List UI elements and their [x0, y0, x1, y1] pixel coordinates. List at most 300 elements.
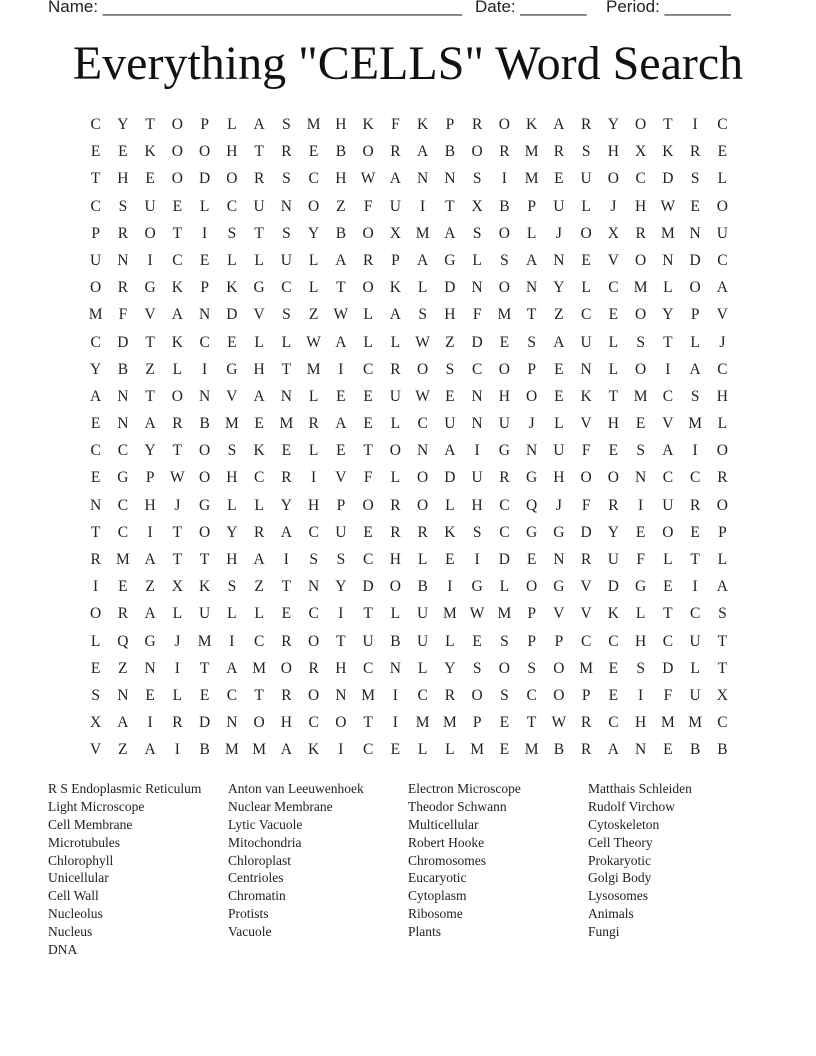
- grid-letter[interactable]: R: [253, 170, 265, 188]
- grid-letter[interactable]: N: [280, 387, 292, 405]
- grid-letter[interactable]: C: [117, 496, 129, 514]
- grid-letter[interactable]: J: [174, 632, 181, 650]
- grid-letter[interactable]: R: [253, 523, 265, 541]
- grid-letter[interactable]: L: [717, 415, 728, 433]
- grid-letter[interactable]: R: [172, 415, 183, 433]
- grid-letter[interactable]: R: [580, 116, 592, 133]
- grid-letter[interactable]: H: [226, 551, 238, 568]
- grid-letter[interactable]: E: [608, 442, 619, 460]
- grid-letter[interactable]: T: [363, 605, 373, 623]
- grid-letter[interactable]: N: [471, 387, 483, 405]
- grid-letter[interactable]: A: [607, 741, 619, 759]
- grid-letter[interactable]: M: [442, 714, 457, 732]
- grid-letter[interactable]: R: [172, 714, 183, 732]
- grid-letter[interactable]: A: [689, 360, 701, 378]
- grid-letter[interactable]: L: [390, 605, 401, 623]
- grid-letter[interactable]: R: [308, 415, 319, 433]
- grid-letter[interactable]: T: [172, 523, 183, 541]
- grid-letter[interactable]: T: [90, 523, 101, 541]
- grid-letter[interactable]: C: [417, 415, 428, 433]
- grid-letter[interactable]: E: [554, 360, 564, 378]
- grid-letter[interactable]: R: [117, 605, 129, 623]
- grid-letter[interactable]: G: [526, 523, 538, 541]
- grid-letter[interactable]: E: [172, 197, 183, 215]
- grid-letter[interactable]: I: [202, 360, 208, 378]
- grid-letter[interactable]: T: [363, 714, 373, 732]
- grid-letter[interactable]: L: [417, 551, 428, 568]
- grid-letter[interactable]: R: [444, 686, 456, 704]
- grid-letter[interactable]: F: [636, 551, 645, 568]
- grid-letter[interactable]: M: [470, 741, 485, 759]
- grid-letter[interactable]: J: [719, 333, 726, 351]
- grid-letter[interactable]: A: [144, 551, 156, 568]
- grid-letter[interactable]: Z: [145, 578, 155, 596]
- grid-letter[interactable]: U: [362, 632, 374, 650]
- grid-letter[interactable]: L: [526, 224, 537, 242]
- grid-letter[interactable]: T: [254, 224, 264, 242]
- grid-letter[interactable]: O: [171, 387, 183, 405]
- grid-letter[interactable]: E: [254, 415, 264, 433]
- grid-letter[interactable]: O: [171, 170, 183, 188]
- grid-letter[interactable]: J: [555, 224, 562, 242]
- grid-letter[interactable]: D: [226, 306, 238, 324]
- grid-letter[interactable]: B: [335, 143, 347, 161]
- grid-letter[interactable]: T: [199, 551, 210, 568]
- grid-letter[interactable]: U: [444, 415, 456, 433]
- grid-letter[interactable]: C: [226, 197, 238, 215]
- grid-letter[interactable]: O: [553, 659, 565, 677]
- grid-letter[interactable]: G: [526, 469, 538, 487]
- grid-letter[interactable]: O: [607, 170, 619, 188]
- grid-letter[interactable]: S: [527, 659, 536, 677]
- grid-letter[interactable]: S: [636, 659, 645, 677]
- grid-letter[interactable]: T: [145, 333, 155, 351]
- grid-letter[interactable]: O: [362, 224, 374, 242]
- grid-letter[interactable]: B: [390, 632, 401, 650]
- grid-letter[interactable]: I: [93, 578, 99, 596]
- grid-letter[interactable]: S: [282, 306, 291, 324]
- grid-letter[interactable]: M: [660, 714, 675, 732]
- grid-letter[interactable]: H: [444, 306, 456, 324]
- grid-letter[interactable]: I: [501, 170, 507, 188]
- grid-letter[interactable]: T: [336, 632, 346, 650]
- grid-letter[interactable]: R: [580, 714, 592, 732]
- grid-letter[interactable]: C: [90, 116, 101, 133]
- grid-letter[interactable]: I: [147, 251, 153, 269]
- grid-letter[interactable]: O: [144, 224, 156, 242]
- grid-letter[interactable]: L: [363, 306, 373, 324]
- grid-letter[interactable]: P: [718, 523, 727, 541]
- grid-letter[interactable]: L: [254, 333, 264, 351]
- grid-letter[interactable]: M: [88, 306, 103, 324]
- grid-letter[interactable]: U: [662, 496, 674, 514]
- grid-letter[interactable]: O: [635, 360, 647, 378]
- grid-letter[interactable]: M: [252, 741, 267, 759]
- grid-letter[interactable]: L: [690, 659, 700, 677]
- grid-letter[interactable]: M: [361, 686, 376, 704]
- grid-letter[interactable]: G: [498, 442, 510, 460]
- grid-letter[interactable]: O: [580, 224, 592, 242]
- grid-letter[interactable]: Y: [662, 306, 674, 324]
- grid-letter[interactable]: E: [363, 415, 373, 433]
- grid-letter[interactable]: T: [172, 551, 183, 568]
- grid-letter[interactable]: T: [199, 659, 210, 677]
- grid-letter[interactable]: A: [117, 714, 129, 732]
- grid-letter[interactable]: U: [144, 197, 156, 215]
- grid-letter[interactable]: D: [580, 523, 592, 541]
- grid-letter[interactable]: N: [199, 306, 211, 324]
- grid-letter[interactable]: C: [117, 442, 129, 460]
- grid-letter[interactable]: Y: [280, 496, 292, 514]
- grid-letter[interactable]: I: [692, 578, 698, 596]
- grid-letter[interactable]: N: [526, 442, 538, 460]
- grid-letter[interactable]: E: [608, 686, 619, 704]
- grid-letter[interactable]: A: [553, 116, 565, 133]
- grid-letter[interactable]: F: [472, 306, 482, 324]
- grid-letter[interactable]: J: [528, 415, 535, 433]
- grid-letter[interactable]: E: [690, 197, 700, 215]
- grid-letter[interactable]: H: [389, 551, 401, 568]
- grid-letter[interactable]: T: [172, 442, 183, 460]
- grid-letter[interactable]: C: [362, 659, 374, 677]
- grid-letter[interactable]: I: [338, 360, 344, 378]
- grid-letter[interactable]: H: [553, 469, 565, 487]
- grid-letter[interactable]: U: [607, 551, 619, 568]
- grid-letter[interactable]: L: [308, 387, 319, 405]
- grid-letter[interactable]: C: [608, 632, 619, 650]
- grid-letter[interactable]: Z: [118, 659, 128, 677]
- grid-letter[interactable]: L: [417, 279, 428, 297]
- grid-letter[interactable]: Y: [226, 523, 238, 541]
- grid-letter[interactable]: E: [145, 170, 155, 188]
- grid-letter[interactable]: P: [527, 605, 536, 623]
- grid-letter[interactable]: X: [389, 224, 401, 242]
- grid-letter[interactable]: L: [281, 333, 292, 351]
- grid-letter[interactable]: L: [417, 659, 428, 677]
- grid-letter[interactable]: C: [689, 469, 701, 487]
- grid-letter[interactable]: H: [635, 714, 647, 732]
- grid-letter[interactable]: B: [117, 360, 129, 378]
- grid-letter[interactable]: U: [553, 442, 565, 460]
- grid-letter[interactable]: D: [444, 469, 456, 487]
- grid-letter[interactable]: N: [335, 686, 347, 704]
- grid-letter[interactable]: O: [498, 360, 510, 378]
- grid-letter[interactable]: X: [171, 578, 183, 596]
- grid-letter[interactable]: I: [638, 496, 644, 514]
- grid-letter[interactable]: T: [90, 170, 101, 188]
- grid-letter[interactable]: S: [718, 605, 727, 623]
- grid-letter[interactable]: C: [608, 714, 619, 732]
- grid-letter[interactable]: C: [281, 279, 292, 297]
- grid-letter[interactable]: I: [392, 686, 398, 704]
- grid-letter[interactable]: P: [200, 116, 209, 133]
- grid-letter[interactable]: S: [581, 143, 591, 161]
- grid-letter[interactable]: A: [226, 659, 238, 677]
- grid-letter[interactable]: T: [717, 632, 728, 650]
- grid-letter[interactable]: W: [306, 333, 321, 351]
- grid-letter[interactable]: I: [311, 469, 317, 487]
- grid-letter[interactable]: L: [254, 605, 264, 623]
- grid-letter[interactable]: I: [665, 360, 671, 378]
- grid-letter[interactable]: Y: [90, 360, 102, 378]
- grid-letter[interactable]: U: [689, 686, 701, 704]
- grid-letter[interactable]: O: [498, 659, 510, 677]
- grid-letter[interactable]: N: [90, 496, 102, 514]
- grid-letter[interactable]: I: [447, 578, 453, 596]
- grid-letter[interactable]: P: [554, 632, 564, 650]
- grid-letter[interactable]: L: [608, 360, 619, 378]
- grid-letter[interactable]: S: [636, 442, 645, 460]
- grid-letter[interactable]: N: [280, 197, 292, 215]
- grid-letter[interactable]: T: [717, 659, 728, 677]
- grid-letter[interactable]: O: [662, 523, 674, 541]
- grid-letter[interactable]: C: [90, 197, 101, 215]
- grid-letter[interactable]: I: [420, 197, 426, 215]
- grid-letter[interactable]: A: [253, 387, 265, 405]
- grid-letter[interactable]: R: [471, 116, 483, 133]
- grid-letter[interactable]: A: [144, 605, 156, 623]
- grid-letter[interactable]: C: [226, 686, 238, 704]
- grid-letter[interactable]: F: [363, 197, 373, 215]
- grid-letter[interactable]: N: [471, 415, 483, 433]
- grid-letter[interactable]: R: [281, 143, 292, 161]
- grid-letter[interactable]: I: [202, 224, 208, 242]
- grid-letter[interactable]: M: [524, 741, 539, 759]
- grid-letter[interactable]: L: [254, 496, 264, 514]
- grid-letter[interactable]: A: [144, 415, 156, 433]
- grid-letter[interactable]: P: [527, 197, 536, 215]
- grid-letter[interactable]: T: [172, 224, 183, 242]
- grid-letter[interactable]: H: [471, 496, 483, 514]
- grid-letter[interactable]: W: [170, 469, 185, 487]
- grid-letter[interactable]: M: [115, 551, 130, 568]
- grid-letter[interactable]: C: [499, 523, 510, 541]
- grid-letter[interactable]: A: [553, 333, 565, 351]
- grid-letter[interactable]: O: [389, 442, 401, 460]
- grid-letter[interactable]: Z: [254, 578, 264, 596]
- grid-letter[interactable]: U: [417, 632, 429, 650]
- grid-letter[interactable]: B: [444, 143, 456, 161]
- grid-letter[interactable]: R: [608, 496, 619, 514]
- grid-letter[interactable]: C: [362, 551, 374, 568]
- grid-letter[interactable]: I: [474, 551, 480, 568]
- grid-letter[interactable]: R: [717, 469, 728, 487]
- grid-letter[interactable]: A: [526, 251, 538, 269]
- grid-letter[interactable]: H: [280, 714, 292, 732]
- grid-letter[interactable]: D: [444, 279, 456, 297]
- grid-letter[interactable]: H: [635, 197, 647, 215]
- grid-letter[interactable]: C: [662, 469, 674, 487]
- grid-letter[interactable]: H: [335, 116, 347, 133]
- name-field-label[interactable]: Name: ______________________________________: [48, 0, 463, 16]
- grid-letter[interactable]: E: [554, 387, 564, 405]
- grid-letter[interactable]: E: [635, 523, 646, 541]
- grid-letter[interactable]: T: [281, 360, 292, 378]
- grid-letter[interactable]: C: [253, 469, 265, 487]
- grid-letter[interactable]: Z: [445, 333, 455, 351]
- grid-letter[interactable]: S: [527, 333, 536, 351]
- grid-letter[interactable]: R: [689, 496, 701, 514]
- grid-letter[interactable]: A: [444, 442, 456, 460]
- grid-letter[interactable]: V: [553, 605, 565, 623]
- grid-letter[interactable]: Z: [554, 306, 564, 324]
- grid-letter[interactable]: O: [716, 197, 728, 215]
- grid-letter[interactable]: E: [199, 686, 210, 704]
- grid-letter[interactable]: L: [308, 279, 319, 297]
- grid-letter[interactable]: S: [500, 632, 509, 650]
- grid-letter[interactable]: S: [227, 442, 237, 460]
- grid-letter[interactable]: O: [199, 442, 211, 460]
- grid-letter[interactable]: G: [144, 279, 156, 297]
- grid-letter[interactable]: L: [227, 605, 237, 623]
- grid-letter[interactable]: A: [171, 306, 183, 324]
- grid-letter[interactable]: A: [444, 224, 456, 242]
- grid-letter[interactable]: C: [499, 496, 510, 514]
- grid-letter[interactable]: C: [608, 279, 619, 297]
- grid-letter[interactable]: K: [171, 279, 183, 297]
- grid-letter[interactable]: C: [199, 333, 210, 351]
- grid-letter[interactable]: S: [636, 333, 645, 351]
- grid-letter[interactable]: F: [363, 469, 373, 487]
- grid-letter[interactable]: O: [199, 143, 211, 161]
- grid-letter[interactable]: O: [716, 496, 728, 514]
- grid-letter[interactable]: P: [527, 632, 536, 650]
- grid-letter[interactable]: L: [581, 279, 591, 297]
- grid-letter[interactable]: O: [689, 279, 701, 297]
- grid-letter[interactable]: C: [580, 306, 592, 324]
- grid-letter[interactable]: B: [553, 741, 565, 759]
- grid-letter[interactable]: T: [608, 387, 619, 405]
- grid-letter[interactable]: X: [635, 143, 647, 161]
- grid-letter[interactable]: M: [197, 632, 212, 650]
- grid-letter[interactable]: E: [281, 442, 292, 460]
- grid-letter[interactable]: L: [554, 415, 564, 433]
- grid-letter[interactable]: K: [389, 279, 401, 297]
- grid-letter[interactable]: E: [445, 387, 455, 405]
- grid-letter[interactable]: V: [144, 306, 156, 324]
- grid-letter[interactable]: M: [633, 387, 648, 405]
- grid-letter[interactable]: X: [716, 686, 728, 704]
- grid-letter[interactable]: N: [117, 686, 129, 704]
- grid-letter[interactable]: S: [227, 224, 237, 242]
- grid-letter[interactable]: E: [118, 143, 128, 161]
- date-field-label[interactable]: Date: _______: [475, 0, 587, 16]
- grid-letter[interactable]: E: [499, 741, 510, 759]
- grid-letter[interactable]: S: [418, 306, 427, 324]
- grid-letter[interactable]: H: [117, 170, 129, 188]
- grid-letter[interactable]: A: [253, 116, 265, 133]
- grid-letter[interactable]: L: [254, 251, 264, 269]
- grid-letter[interactable]: M: [224, 415, 239, 433]
- grid-letter[interactable]: T: [663, 605, 673, 623]
- grid-letter[interactable]: S: [690, 387, 700, 405]
- grid-letter[interactable]: I: [147, 523, 153, 541]
- grid-letter[interactable]: C: [662, 387, 674, 405]
- grid-letter[interactable]: C: [526, 686, 537, 704]
- grid-letter[interactable]: R: [117, 279, 129, 297]
- grid-letter[interactable]: R: [635, 224, 646, 242]
- grid-letter[interactable]: A: [716, 578, 728, 596]
- grid-letter[interactable]: Y: [444, 659, 456, 677]
- grid-letter[interactable]: M: [633, 279, 648, 297]
- grid-letter[interactable]: E: [581, 251, 591, 269]
- grid-letter[interactable]: D: [689, 251, 701, 269]
- grid-letter[interactable]: N: [580, 360, 592, 378]
- grid-letter[interactable]: L: [172, 686, 183, 704]
- grid-letter[interactable]: L: [635, 605, 646, 623]
- grid-letter[interactable]: C: [662, 632, 674, 650]
- grid-letter[interactable]: K: [580, 387, 592, 405]
- grid-letter[interactable]: E: [635, 415, 646, 433]
- grid-letter[interactable]: C: [635, 170, 646, 188]
- grid-letter[interactable]: H: [308, 496, 320, 514]
- grid-letter[interactable]: N: [308, 578, 320, 596]
- grid-letter[interactable]: E: [499, 714, 510, 732]
- grid-letter[interactable]: O: [471, 143, 483, 161]
- grid-letter[interactable]: C: [117, 523, 129, 541]
- grid-letter[interactable]: C: [362, 360, 374, 378]
- grid-letter[interactable]: D: [498, 551, 510, 568]
- grid-letter[interactable]: E: [499, 333, 510, 351]
- grid-letter[interactable]: S: [282, 224, 291, 242]
- grid-letter[interactable]: D: [471, 333, 483, 351]
- grid-letter[interactable]: A: [417, 143, 429, 161]
- grid-letter[interactable]: O: [90, 279, 102, 297]
- grid-letter[interactable]: A: [280, 741, 292, 759]
- grid-letter[interactable]: A: [716, 279, 728, 297]
- grid-letter[interactable]: N: [553, 551, 565, 568]
- grid-letter[interactable]: L: [445, 496, 455, 514]
- grid-letter[interactable]: N: [117, 251, 129, 269]
- grid-letter[interactable]: R: [553, 143, 565, 161]
- grid-letter[interactable]: H: [335, 170, 347, 188]
- grid-letter[interactable]: L: [227, 496, 237, 514]
- grid-letter[interactable]: E: [199, 251, 210, 269]
- grid-letter[interactable]: S: [227, 578, 237, 596]
- grid-letter[interactable]: S: [472, 224, 482, 242]
- grid-letter[interactable]: B: [689, 741, 701, 759]
- grid-letter[interactable]: W: [469, 605, 485, 623]
- grid-letter[interactable]: A: [335, 251, 347, 269]
- grid-letter[interactable]: K: [662, 143, 674, 161]
- grid-letter[interactable]: I: [392, 714, 398, 732]
- grid-letter[interactable]: R: [580, 551, 592, 568]
- grid-letter[interactable]: S: [445, 360, 455, 378]
- grid-letter[interactable]: O: [280, 659, 292, 677]
- grid-letter[interactable]: I: [338, 605, 344, 623]
- grid-letter[interactable]: D: [117, 333, 129, 351]
- grid-letter[interactable]: M: [252, 659, 267, 677]
- grid-letter[interactable]: C: [717, 360, 728, 378]
- grid-letter[interactable]: N: [389, 659, 401, 677]
- grid-letter[interactable]: Y: [144, 442, 156, 460]
- grid-letter[interactable]: E: [90, 469, 101, 487]
- grid-letter[interactable]: O: [226, 170, 238, 188]
- grid-letter[interactable]: E: [690, 523, 700, 541]
- grid-letter[interactable]: I: [474, 442, 480, 460]
- grid-letter[interactable]: C: [308, 523, 319, 541]
- grid-letter[interactable]: R: [281, 632, 292, 650]
- grid-letter[interactable]: O: [635, 116, 647, 133]
- grid-letter[interactable]: U: [580, 170, 592, 188]
- grid-letter[interactable]: W: [660, 197, 676, 215]
- grid-letter[interactable]: C: [471, 360, 483, 378]
- grid-letter[interactable]: A: [90, 387, 102, 405]
- grid-letter[interactable]: M: [688, 415, 703, 433]
- grid-letter[interactable]: S: [472, 170, 482, 188]
- grid-letter[interactable]: H: [226, 143, 238, 161]
- grid-letter[interactable]: M: [224, 741, 239, 759]
